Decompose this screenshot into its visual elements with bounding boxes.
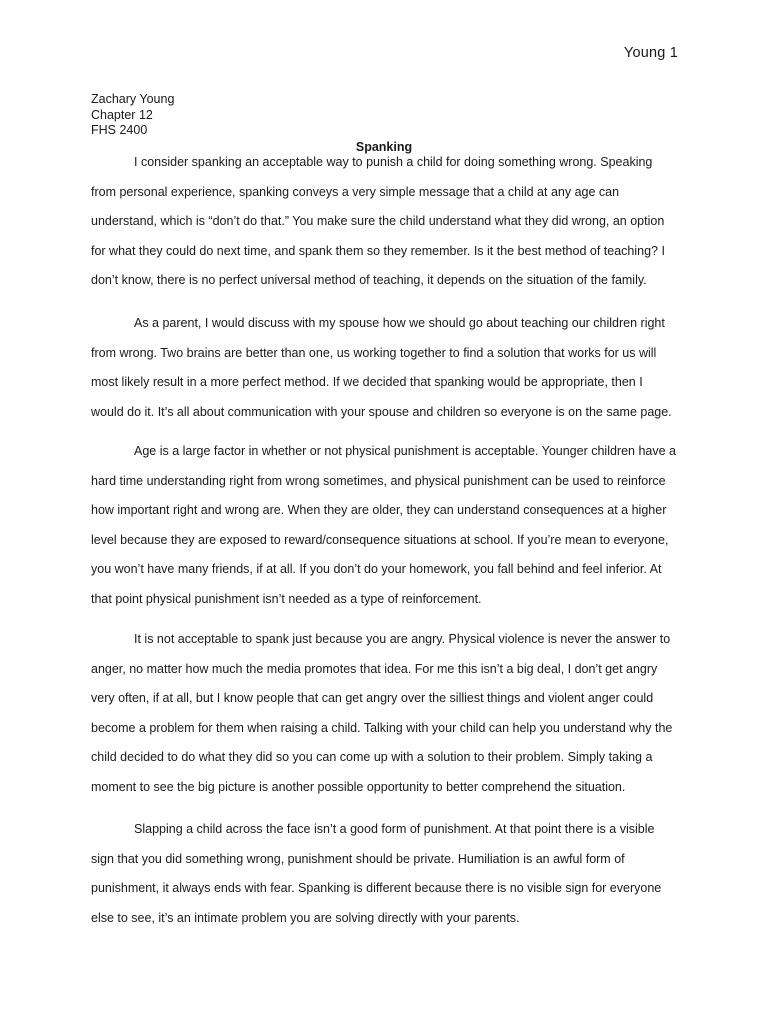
running-head: Young 1: [623, 45, 678, 61]
paragraph-text: Slapping a child across the face isn’t a good form of punishment. At that point there is a visible sign that you did something wrong, punishment should be private. Humiliation is an awful form of punishment, it always ends with fear. Spanking is different because there is no visible sign for everyone else to see, it’s an intimate problem you are solving directly with your parents.: [91, 822, 662, 925]
body-paragraph-2: [91, 309, 678, 427]
body-paragraph-5: [91, 815, 678, 933]
paragraph-text: It is not acceptable to spank just because you are angry. Physical violence is never the answer to anger, no matter how much the media promotes that idea. For me this isn’t a big deal, I don’t get angry very often, if at all, but I know people that can get angry over the silliest things and violent anger could become a problem for them when raising a child. Talking with your child can help you understand why the child decided to do what they did so you can come up with a solution to their problem. Simply taking a moment to see the big picture is another possible opportunity to better comprehend the situation.: [91, 632, 673, 794]
body-paragraph-4: [91, 625, 678, 802]
body-paragraph-1: [91, 148, 678, 296]
document-title: Spanking: [355, 140, 413, 154]
paragraph-text: Age is a large factor in whether or not physical punishment is acceptable. Younger children have a hard time understanding right from wrong sometimes, and physical punishment can be used to reinforce how important right and wrong are. When they are older, they can understand consequences at a higher level because they are exposed to reward/consequence situations at school. If you’re mean to everyone, you won’t have many friends, if at all. If you don’t do your homework, you fall behind and feel inferior. At that point physical punishment isn’t needed as a type of reinforcement.: [91, 444, 676, 606]
course-label: FHS 2400: [91, 123, 148, 137]
paragraph-text: As a parent, I would discuss with my spouse how we should go about teaching our children right from wrong. Two brains are better than one, us working together to find a solution that works for us will most likely result in a more perfect method. If we decided that spanking would be appropriate, then I would do it. It’s all about communication with your spouse and children so everyone is on the same page.: [91, 316, 672, 419]
chapter-label: Chapter 12: [91, 107, 153, 122]
author-name: Zachary Young: [91, 92, 175, 106]
header-block: [91, 92, 174, 139]
body-paragraph-3: [91, 437, 678, 614]
paragraph-text: I consider spanking an acceptable way to punish a child for doing something wrong. Speaking from personal experience, spanking conveys a very simple message that a child at any age can understand, which is “don’t do that.” You make sure the child understand what they did wrong, an option for what they could do next time, and spank them so they remember. Is it the best method of teaching? I don’t know, there is no perfect universal method of teaching, it depends on the situation of the family.: [91, 155, 665, 287]
